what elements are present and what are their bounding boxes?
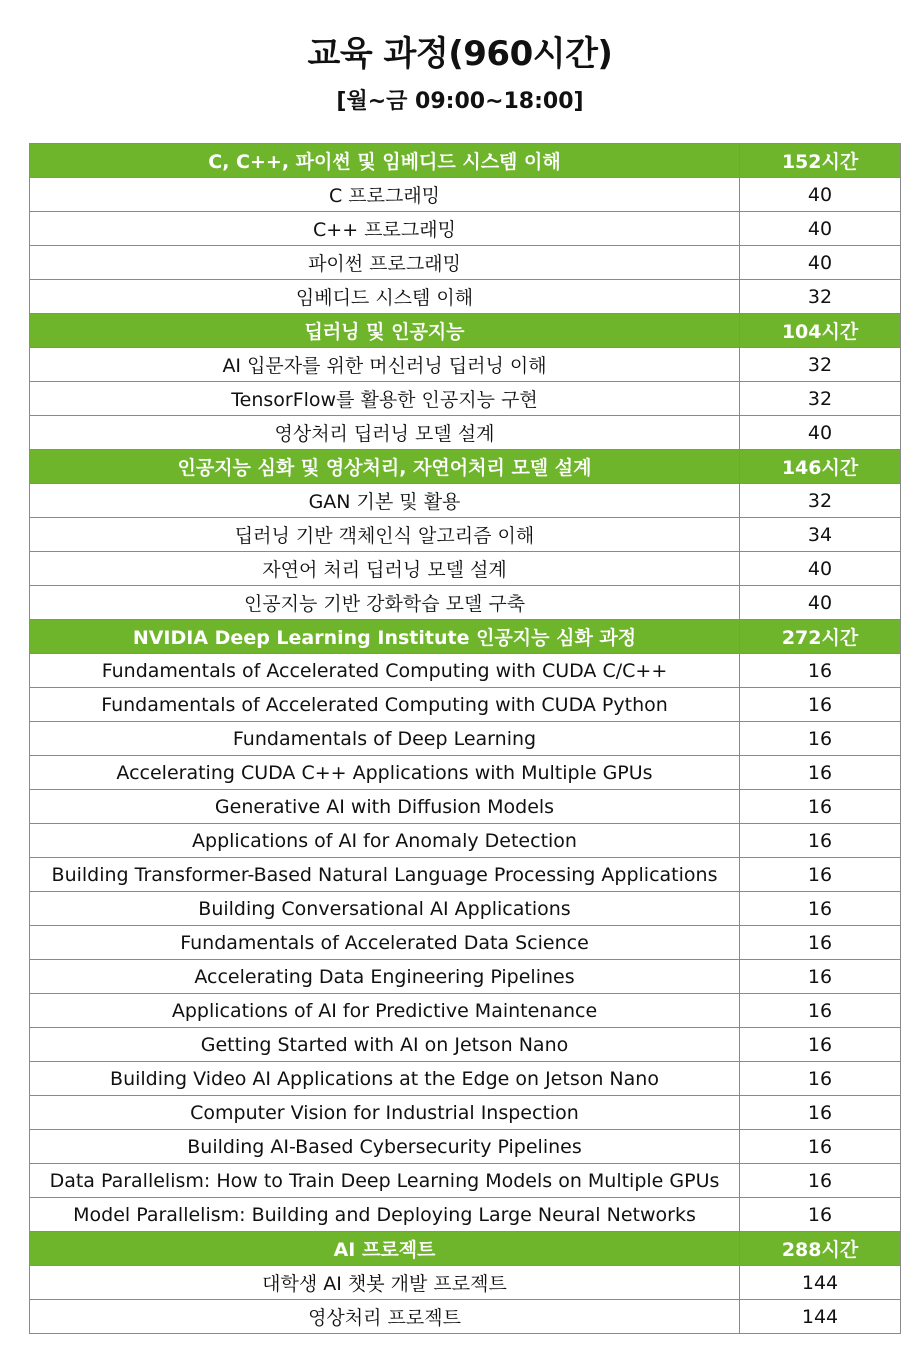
course-row xyxy=(30,382,901,416)
course-name: 임베디드 시스템 이해 xyxy=(30,280,740,314)
course-hours: 40 xyxy=(740,178,901,212)
course-hours: 32 xyxy=(740,484,901,518)
course-name: C++ 프로그래밍 xyxy=(30,212,740,246)
course-row xyxy=(30,1028,901,1062)
course-hours: 16 xyxy=(740,892,901,926)
course-hours: 16 xyxy=(740,926,901,960)
course-row xyxy=(30,654,901,688)
course-hours: 16 xyxy=(740,1096,901,1130)
course-row xyxy=(30,1164,901,1198)
course-row xyxy=(30,484,901,518)
course-row xyxy=(30,1300,901,1334)
course-hours: 144 xyxy=(740,1300,901,1334)
page-title: 교육 과정(960시간) xyxy=(307,34,613,74)
course-name: AI 입문자를 위한 머신러닝 딥러닝 이해 xyxy=(30,348,740,382)
course-hours: 32 xyxy=(740,348,901,382)
course-name: 파이썬 프로그래밍 xyxy=(30,246,740,280)
course-hours: 16 xyxy=(740,1028,901,1062)
course-name: C 프로그래밍 xyxy=(30,178,740,212)
section-header-row xyxy=(30,620,901,654)
course-row xyxy=(30,824,901,858)
course-row xyxy=(30,1096,901,1130)
course-hours: 32 xyxy=(740,382,901,416)
course-name: Computer Vision for Industrial Inspection xyxy=(30,1096,740,1130)
course-name: Getting Started with AI on Jetson Nano xyxy=(30,1028,740,1062)
section-header-row xyxy=(30,144,901,178)
course-name: 자연어 처리 딥러닝 모델 설계 xyxy=(30,552,740,586)
course-hours: 16 xyxy=(740,1130,901,1164)
section-title: 딥러닝 및 인공지능 xyxy=(30,314,740,348)
section-hours: 272시간 xyxy=(740,620,901,654)
course-name: Building Video AI Applications at the Edge on Jetson Nano xyxy=(30,1062,740,1096)
course-row xyxy=(30,1130,901,1164)
course-row xyxy=(30,858,901,892)
course-hours: 16 xyxy=(740,756,901,790)
section-title: AI 프로젝트 xyxy=(30,1232,740,1266)
course-row xyxy=(30,960,901,994)
section-title: 인공지능 심화 및 영상처리, 자연어처리 모델 설계 xyxy=(30,450,740,484)
course-name: TensorFlow를 활용한 인공지능 구현 xyxy=(30,382,740,416)
section-hours: 152시간 xyxy=(740,144,901,178)
course-name: Applications of AI for Anomaly Detection xyxy=(30,824,740,858)
section-header-row xyxy=(30,1232,901,1266)
course-hours: 16 xyxy=(740,790,901,824)
course-hours: 16 xyxy=(740,688,901,722)
course-name: Fundamentals of Accelerated Computing with CUDA C/C++ xyxy=(30,654,740,688)
course-name: Building Conversational AI Applications xyxy=(30,892,740,926)
curriculum-table-body xyxy=(30,144,901,1334)
course-hours: 16 xyxy=(740,1164,901,1198)
section-header-row xyxy=(30,314,901,348)
course-row xyxy=(30,722,901,756)
course-row xyxy=(30,552,901,586)
course-row xyxy=(30,518,901,552)
course-name: Fundamentals of Accelerated Data Science xyxy=(30,926,740,960)
course-hours: 40 xyxy=(740,552,901,586)
course-row xyxy=(30,994,901,1028)
course-row xyxy=(30,892,901,926)
course-row xyxy=(30,688,901,722)
course-hours: 16 xyxy=(740,1062,901,1096)
course-row xyxy=(30,756,901,790)
course-name: Model Parallelism: Building and Deploying Large Neural Networks xyxy=(30,1198,740,1232)
course-hours: 16 xyxy=(740,994,901,1028)
course-hours: 16 xyxy=(740,824,901,858)
section-header-row xyxy=(30,450,901,484)
course-name: Building Transformer-Based Natural Language Processing Applications xyxy=(30,858,740,892)
section-hours: 146시간 xyxy=(740,450,901,484)
course-row xyxy=(30,348,901,382)
course-hours: 16 xyxy=(740,960,901,994)
course-row xyxy=(30,416,901,450)
course-row xyxy=(30,178,901,212)
course-hours: 16 xyxy=(740,654,901,688)
course-hours: 40 xyxy=(740,416,901,450)
course-hours: 16 xyxy=(740,1198,901,1232)
section-hours: 104시간 xyxy=(740,314,901,348)
course-name: Building AI-Based Cybersecurity Pipelines xyxy=(30,1130,740,1164)
course-name: Accelerating Data Engineering Pipelines xyxy=(30,960,740,994)
course-name: Data Parallelism: How to Train Deep Learning Models on Multiple GPUs xyxy=(30,1164,740,1198)
schedule-subtitle: [월~금 09:00~18:00] xyxy=(336,89,584,114)
course-name: 인공지능 기반 강화학습 모델 구축 xyxy=(30,586,740,620)
course-name: Applications of AI for Predictive Maintenance xyxy=(30,994,740,1028)
course-hours: 34 xyxy=(740,518,901,552)
section-hours: 288시간 xyxy=(740,1232,901,1266)
course-row xyxy=(30,1062,901,1096)
course-row xyxy=(30,586,901,620)
course-row xyxy=(30,280,901,314)
course-name: 대학생 AI 챗봇 개발 프로젝트 xyxy=(30,1266,740,1300)
course-row xyxy=(30,1266,901,1300)
section-title: C, C++, 파이썬 및 임베디드 시스템 이해 xyxy=(30,144,740,178)
curriculum-table xyxy=(29,143,901,1334)
course-hours: 40 xyxy=(740,586,901,620)
course-hours: 40 xyxy=(740,212,901,246)
course-hours: 16 xyxy=(740,722,901,756)
course-name: 영상처리 프로젝트 xyxy=(30,1300,740,1334)
course-row xyxy=(30,212,901,246)
course-hours: 16 xyxy=(740,858,901,892)
course-row xyxy=(30,246,901,280)
section-title: NVIDIA Deep Learning Institute 인공지능 심화 과정 xyxy=(30,620,740,654)
course-name: Generative AI with Diffusion Models xyxy=(30,790,740,824)
course-name: 딥러닝 기반 객체인식 알고리즘 이해 xyxy=(30,518,740,552)
course-name: GAN 기본 및 활용 xyxy=(30,484,740,518)
course-hours: 32 xyxy=(740,280,901,314)
course-hours: 40 xyxy=(740,246,901,280)
course-name: Fundamentals of Accelerated Computing with CUDA Python xyxy=(30,688,740,722)
course-name: Accelerating CUDA C++ Applications with Multiple GPUs xyxy=(30,756,740,790)
course-row xyxy=(30,1198,901,1232)
course-row xyxy=(30,926,901,960)
course-name: Fundamentals of Deep Learning xyxy=(30,722,740,756)
course-name: 영상처리 딥러닝 모델 설계 xyxy=(30,416,740,450)
course-row xyxy=(30,790,901,824)
course-hours: 144 xyxy=(740,1266,901,1300)
